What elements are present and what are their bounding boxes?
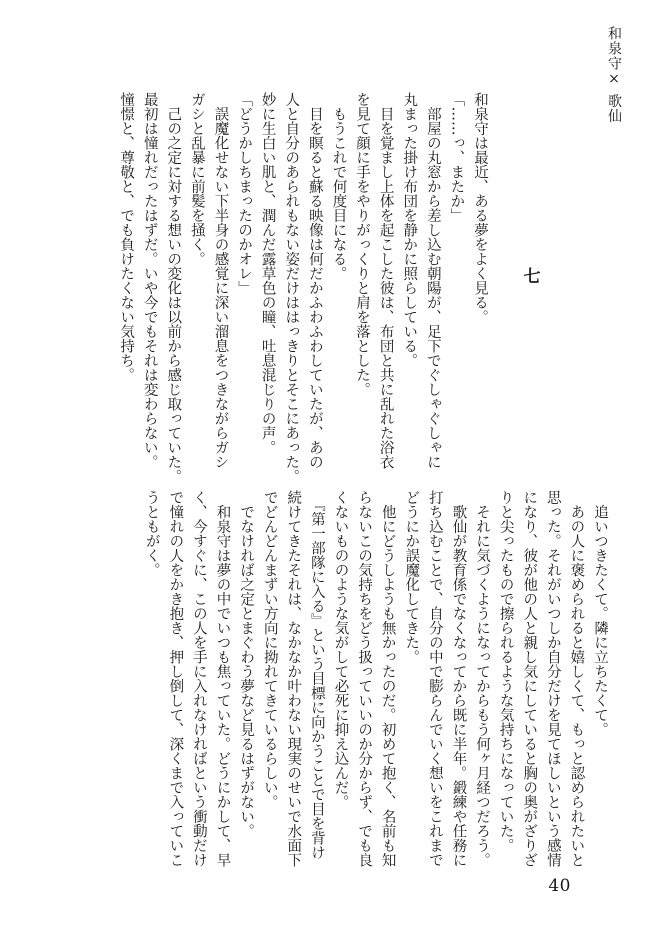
text-line: でなければ之定とまぐわう夢など見るはずがない。 [238,490,255,838]
text-line: 「……っ、またか」 [448,92,465,223]
text-line: 続けてきたそれは、なかなか叶わない現実のせいで水面下 [285,490,302,867]
text-line: 妙に生白い肌と、潤んだ露草色の瞳、吐息混じりの声。 [259,92,276,455]
text-line: 思った。それがいつしか自分だけを見てほしいという感情 [544,490,561,867]
text-line: りと尖ったもので擦られるような気持ちになっていた。 [497,490,514,853]
bottom-text-block [139,490,611,868]
text-line: 追いつきたくて。隣に立ちたくて。 [592,490,608,737]
text-line: 「どうかしちまったのかオレ」 [236,92,253,295]
page-number: 40 [548,876,571,896]
top-text-block [114,92,492,484]
text-line: 和泉守は夢の中でいつも焦っていた。どうにかして、早 [214,490,231,867]
text-line: 他にどうしようも無かったのだ。初めて抱く、名前も知 [379,490,396,867]
text-line: それに気づくようになってからもう何ヶ月経つだろう。 [474,490,491,867]
text-line: でどんどんまずい方向に拗れてきているらしい。 [261,490,278,809]
text-line: 誤魔化せない下半身の感覚に深い溜息をつきながらガシ [212,92,229,469]
text-line: 憧憬と、尊敬と、でも負けたくない気持ち。 [118,92,135,382]
text-line: 和泉守は最近、ある夢をよく見る。 [472,92,488,324]
text-line: どうにか誤魔化してきた。 [403,490,420,664]
text-line: を見て顔に手をやりがっくりと肩を落とした。 [354,92,371,397]
chapter-title: 七 [523,267,541,287]
text-line: 最初は憧れだったはずだ。いや今でもそれは変わらない。 [141,92,158,469]
text-line: 部屋の丸窓から差し込む朝陽が、足下でぐしゃぐしゃに [424,92,441,469]
text-line: で憧れの人をかき抱き、押し倒して、深くまで入っていこ [167,490,184,867]
text-line: 目を覚まし上体を起こした彼は、布団と共に乱れた浴衣 [377,92,394,469]
text-line: うともがく。 [143,490,160,577]
text-line: 丸まった掛け布団を静かに照らしている。 [401,92,418,368]
text-line: になり、彼が他の人と親し気にしていると胸の奥がざりざ [521,490,538,867]
text-line: く、今すぐに、この人を手に入れなければという衝動だけ [190,490,207,867]
running-header: 和泉守× 歌仙 [606,26,622,124]
text-line: らないこの気持ちをどう扱っていいのか分からず、でも良 [356,490,373,867]
text-line: くないもののような気がして必死に抑え込んだ。 [332,490,349,809]
text-line: ガシと乱暴に前髪を掻く。 [188,92,205,266]
text-line: 人と自分のあられもない姿だけははっきりとそこにあった。 [283,92,300,484]
text-line: 目を瞑ると蘇る映像は何だかふわふわしていたが、あの [306,92,323,469]
text-line: 歌仙が教育係でなくなってから既に半年。鍛練や任務に [450,490,467,867]
text-line: 己の之定に対する想いの変化は以前から感じ取っていた。 [165,92,182,484]
text-line: もうこれで何度目になる。 [330,92,347,281]
text-line: あの人に褒められると嬉しくて、もっと認められたいと [568,490,585,867]
text-line: 『第一部隊に入る』という目標に向かうことで目を背け [308,490,325,860]
text-line: 打ち込むことで、自分の中で膨らんでいく想いをこれまで [426,490,443,867]
